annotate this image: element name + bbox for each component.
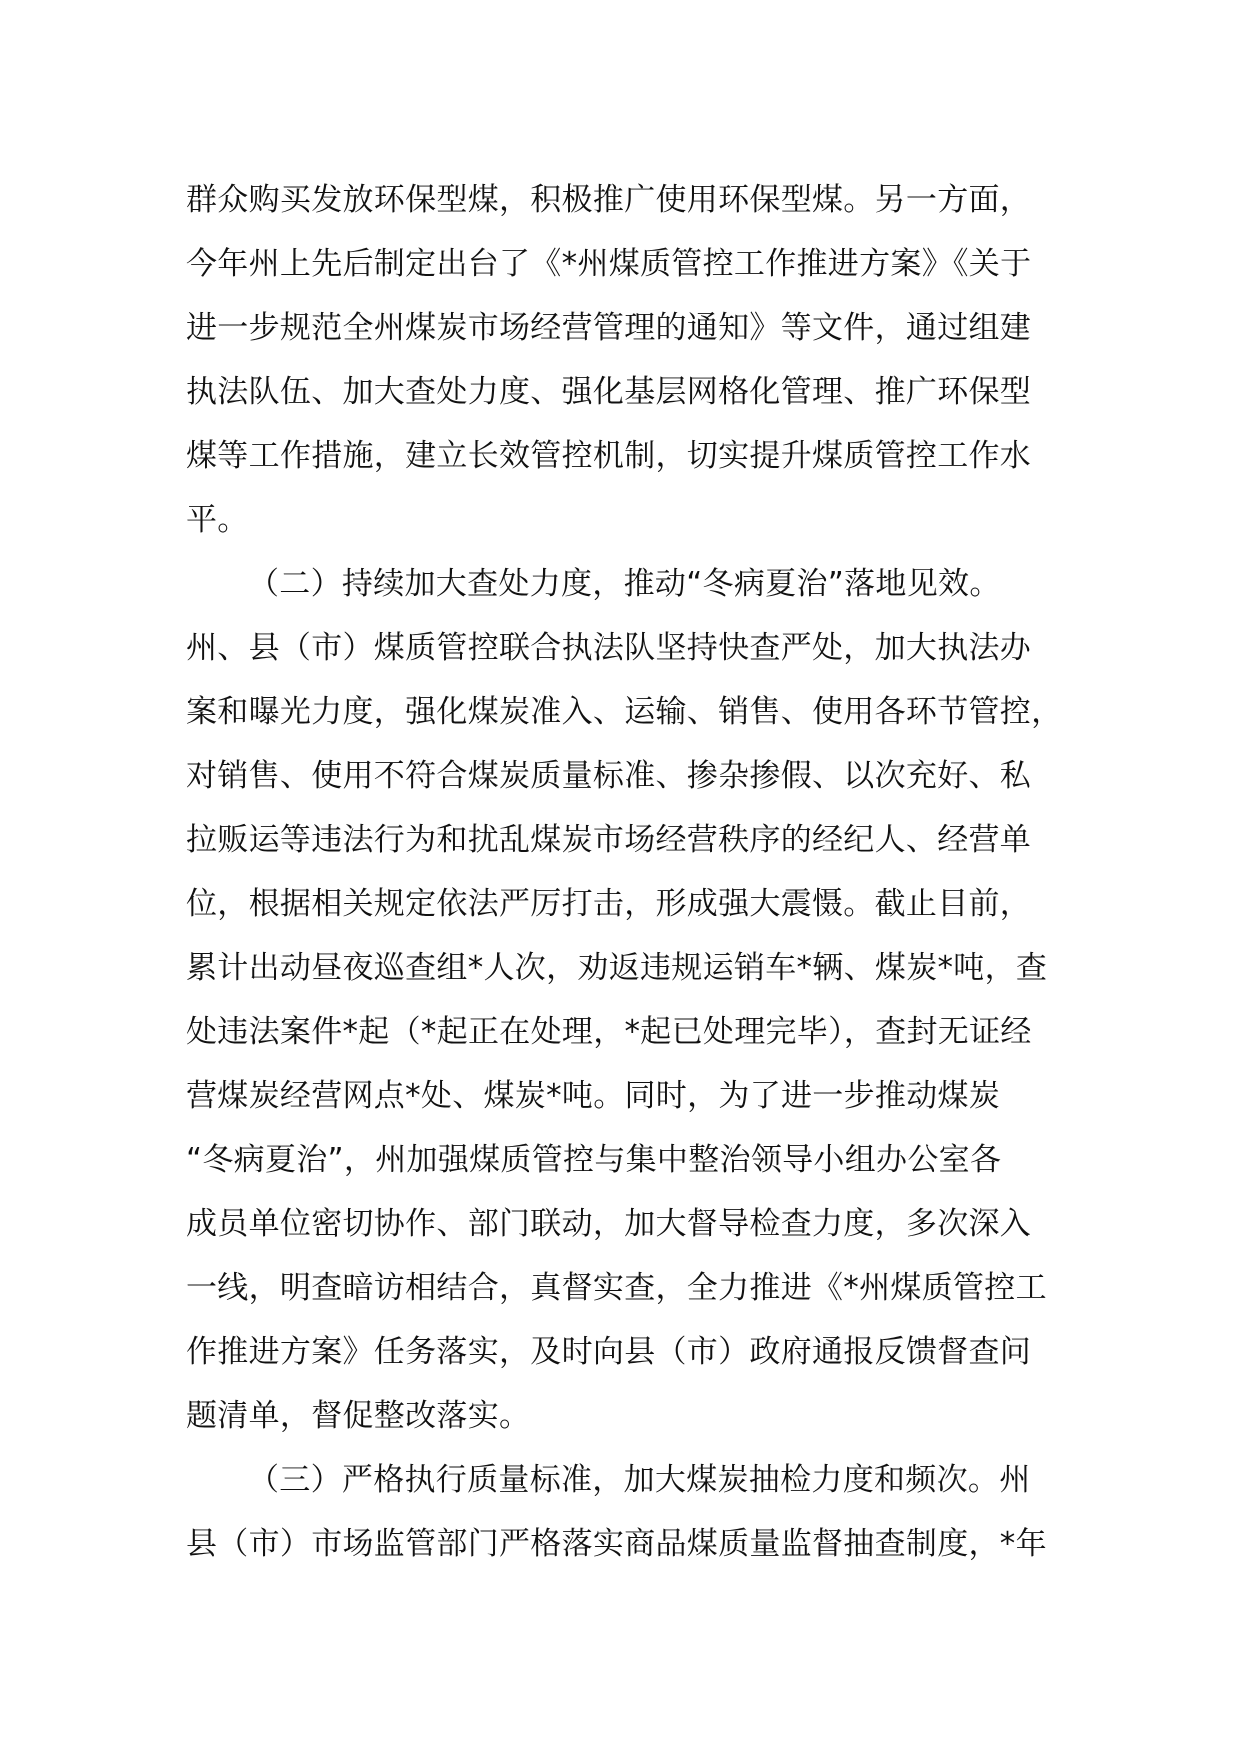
text-line: 成员单位密切协作、部门联动，加大督导检查力度，多次深入 bbox=[186, 1206, 1032, 1242]
text-line: 处违法案件*起（*起正在处理，*起已处理完毕），查封无证经 bbox=[186, 1014, 1032, 1050]
text-line: 进一步规范全州煤炭市场经营管理的通知》等文件，通过组建 bbox=[186, 310, 1032, 346]
text-line: 今年州上先后制定出台了《*州煤质管控工作推进方案》《关于 bbox=[186, 246, 1032, 282]
text-line: 案和曝光力度，强化煤炭准入、运输、销售、使用各环节管控， bbox=[186, 694, 1063, 730]
text-line: 煤等工作措施，建立长效管控机制，切实提升煤质管控工作水 bbox=[186, 438, 1032, 474]
text-line: 对销售、使用不符合煤炭质量标准、掺杂掺假、以次充好、私 bbox=[186, 758, 1032, 794]
text-line: 群众购买发放环保型煤，积极推广使用环保型煤。另一方面， bbox=[186, 182, 1032, 218]
section-heading-3: （三）严格执行质量标准，加大煤炭抽检力度和频次。州 bbox=[248, 1462, 1031, 1498]
body-text bbox=[186, 168, 1086, 1576]
text-line: 拉贩运等违法行为和扰乱煤炭市场经营秩序的经纪人、经营单 bbox=[186, 822, 1032, 858]
text-line: 累计出动昼夜巡查组*人次，劝返违规运销车*辆、煤炭*吨，查 bbox=[186, 950, 1048, 986]
text-line: 州、县（市）煤质管控联合执法队坚持快查严处，加大执法办 bbox=[186, 630, 1032, 666]
text-line: 作推进方案》任务落实，及时向县（市）政府通报反馈督查问 bbox=[186, 1334, 1032, 1370]
text-line: 县（市）市场监管部门严格落实商品煤质量监督抽查制度，*年 bbox=[186, 1526, 1047, 1562]
text-line: 题清单，督促整改落实。 bbox=[186, 1398, 531, 1434]
text-line: 平。 bbox=[186, 502, 249, 538]
text-line: 位，根据相关规定依法严厉打击，形成强大震慑。截止目前， bbox=[186, 886, 1032, 922]
text-line: 一线，明查暗访相结合，真督实查，全力推进《*州煤质管控工 bbox=[186, 1270, 1047, 1306]
text-line: 营煤炭经营网点*处、煤炭*吨。同时，为了进一步推动煤炭 bbox=[186, 1078, 1001, 1114]
section-heading-2: （二）持续加大查处力度，推动“冬病夏治”落地见效。 bbox=[248, 566, 1001, 602]
text-line: 执法队伍、加大查处力度、强化基层网格化管理、推广环保型 bbox=[186, 374, 1032, 410]
text-line: “冬病夏治”，州加强煤质管控与集中整治领导小组办公室各 bbox=[186, 1142, 1002, 1178]
